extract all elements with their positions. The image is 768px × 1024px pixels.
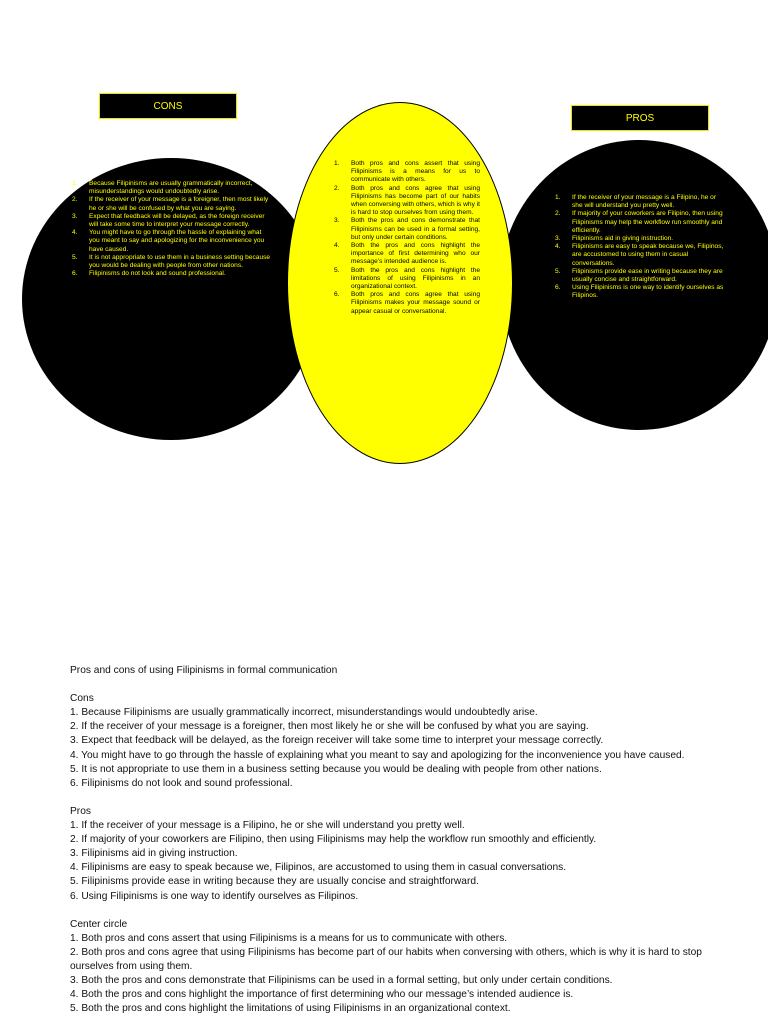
list-item: 4. You might have to go through the hassle of explaining what you meant to say and apologizing for the inconvenience you have caused. [70, 749, 685, 761]
list-item: 4. You might have to go through the hassle of explaining what you meant to say and apologizing for the inconvenience you have caused. [72, 229, 265, 253]
list-item: 2. If the receiver of your message is a foreigner, then most likely he or she will be confused by what you are saying. [70, 721, 589, 733]
pros-oval-list [555, 194, 727, 301]
list-item: 4. Both the pros and cons highlight the importance of first determining who our message’s intended audience is. [70, 989, 574, 1001]
document-title: Pros and cons of using Filipinisms in formal communication [70, 665, 338, 676]
list-item: 6. Using Filipinisms is one way to identify ourselves as Filipinos. [555, 284, 724, 300]
list-item: 2. Both pros and cons agree that using Filipinisms has become part of our habits when conversing with others, which is why it is hard to stop ourselves from using them. [70, 946, 702, 972]
list-item: 3. Both the pros and cons demonstrate that Filipinisms can be used in a formal setting, but only under certain conditions. [334, 217, 480, 241]
list-item: 6. Filipinisms do not look and sound professional. [72, 270, 226, 278]
list-item: 5. Both the pros and cons highlight the limitations of using Filipinisms in an organizational context. [70, 1003, 511, 1015]
list-item: 2. If majority of your coworkers are Filipino, then using Filipinisms may help the workflow run smoothly and efficiently. [555, 210, 723, 234]
list-item: 1. If the receiver of your message is a Filipino, he or she will understand you pretty well. [555, 194, 717, 210]
list-item: 1. If the receiver of your message is a Filipino, he or she will understand you pretty well. [70, 820, 465, 832]
list-item: 5. Filipinisms provide ease in writing because they are usually concise and straightforward. [70, 876, 479, 888]
list-item: 5. It is not appropriate to use them in a business setting because you would be dealing with people from other nations. [72, 253, 271, 270]
list-item: 3. Expect that feedback will be delayed, as the foreign receiver will take some time to interpret your message correctly. [72, 212, 265, 229]
list-item: 5. Filipinisms provide ease in writing because they are usually concise and straightforward. [555, 267, 723, 284]
list-item: 4. Filipinisms are easy to speak because we, Filipinos, are accustomed to using them in casual conversations. [555, 243, 724, 267]
list-item: 6. Both pros and cons agree that using Filipinisms makes your message sound or appear casual or conversational. [334, 291, 480, 315]
list-item: 1. Because Filipinisms are usually grammatically incorrect, misunderstandings would undoubtedly arise. [72, 180, 253, 196]
list-item: 2. If majority of your coworkers are Filipino, then using Filipinisms may help the workflow run smoothly and efficiently. [70, 834, 597, 846]
list-item: 6. Filipinisms do not look and sound professional. [70, 777, 293, 789]
list-item: 5. Both the pros and cons highlight the limitations of using Filipinisms in an organizational context. [334, 266, 480, 291]
list-item: 3. Expect that feedback will be delayed, as the foreign receiver will take some time to interpret your message correctly. [70, 735, 604, 747]
list-item: 4. Filipinisms are easy to speak because we, Filipinos, are accustomed to using them in casual conversations. [70, 862, 567, 874]
pros-label: PROS [625, 112, 655, 124]
list-item: 4. Both the pros and cons highlight the importance of first determining who our message’s intended audience is. [334, 242, 480, 266]
list-item: 1. Both pros and cons assert that using Filipinisms is a means for us to communicate with others. [70, 932, 508, 944]
center-heading: Center circle [70, 918, 128, 930]
cons-heading: Cons [70, 693, 94, 705]
list-item: 2. If the receiver of your message is a foreigner, then most likely he or she will be confused by what you are saying. [72, 196, 269, 212]
list-item: 3. Filipinisms aid in giving instruction. [70, 848, 238, 860]
pros-heading: Pros [70, 805, 91, 817]
pros-label-box [571, 105, 709, 131]
list-item: 2. Both pros and cons agree that using Filipinisms has become part of our habits when conversing with others, which is why it is hard to stop ourselves from using them. [334, 184, 480, 217]
list-item: 6. Using Filipinisms is one way to identify ourselves as Filipinos. [70, 890, 359, 902]
list-item: 3. Filipinisms aid in giving instruction. [555, 235, 674, 243]
center-oval-list [334, 160, 480, 316]
cons-label: CONS [153, 100, 183, 112]
list-item: 1. Because Filipinisms are usually grammatically incorrect, misunderstandings would undoubtedly arise. [70, 707, 538, 719]
list-item: 1. Both pros and cons assert that using Filipinisms is a means for us to communicate with others. [334, 160, 480, 184]
cons-oval-list [72, 180, 272, 278]
document-body [70, 664, 710, 1016]
list-item: 5. It is not appropriate to use them in a business setting because you would be dealing with people from other nations. [70, 763, 602, 775]
list-item: 3. Both the pros and cons demonstrate that Filipinisms can be used in a formal setting, but only under certain conditions. [70, 975, 613, 987]
cons-label-box [99, 93, 237, 119]
